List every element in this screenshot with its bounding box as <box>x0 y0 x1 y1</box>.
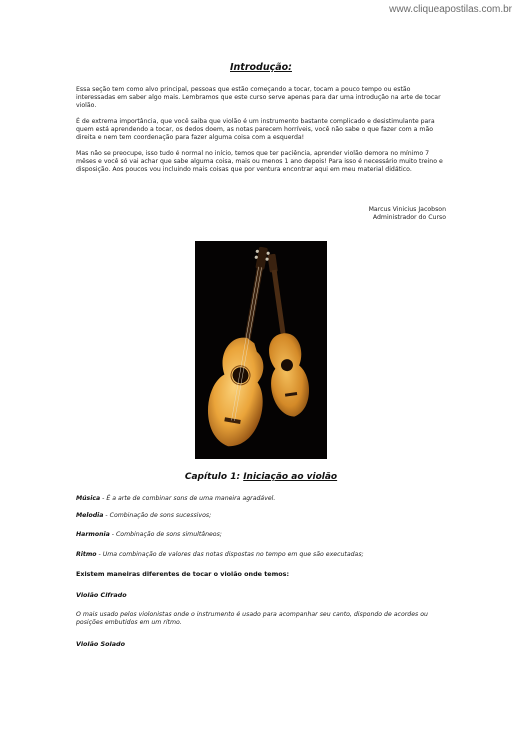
definition-melodia <box>76 512 446 520</box>
site-watermark: www.cliqueapostilas.com.br <box>389 4 512 15</box>
signature-block <box>246 206 446 222</box>
chapter-heading <box>76 472 446 482</box>
signature-role: Administrador do Curso <box>372 214 446 221</box>
definition-text: - Combinação de sons sucessivos; <box>103 512 212 519</box>
definition-harmonia <box>76 531 446 539</box>
intro-paragraph-3: Mas não se preocupe, isso tudo é normal no início, temos que ter paciência, aprender violão demora no mínimo 7 mêses e você só vai achar que sabe alguma coisa, mais ou menos 1 ano depois! Para isso é necessário muito treino e disposição. Aos poucos vou incluindo mais coisas que por ventura encontrar aqui em meu material didático. <box>76 150 443 173</box>
definition-term: Música <box>76 495 101 502</box>
intro-title: Introdução: <box>230 62 292 73</box>
definition-ritmo <box>76 551 446 559</box>
intro-paragraph-2: É de extrema importância, que você saiba que violão é um instrumento bastante complicado e desistimulante para quem está aprendendo a tocar, os dedos doem, as notas parecem horríveis, você não sabe o que fazer com a mão direita e nem tem coordenação para fazer alguma coisa com a esquerda! <box>76 118 435 141</box>
definition-text: - É a arte de combinar sons de uma maneira agradável. <box>100 495 276 502</box>
definition-term: Melodia <box>76 512 104 519</box>
definition-term: Harmonia <box>76 531 110 538</box>
cifrado-text: O mais usado pelos violonistas onde o instrumento é usado para acompanhar seu canto, dispondo de acordes ou posições embutidos em um ritmo. <box>76 611 428 626</box>
definition-musica <box>76 495 446 503</box>
solado-title: Violão Solado <box>76 640 125 648</box>
two-acoustic-guitars-photo <box>195 241 327 459</box>
definition-term: Ritmo <box>76 551 97 558</box>
intro-paragraph-1: Essa seção tem como alvo principal, pessoas que estão começando a tocar, tocam a pouco tempo ou estão interessadas em saber algo mais. Lembramos que este curso serve apenas para dar uma introdução na arte de tocar violão. <box>76 86 441 109</box>
definition-text: - Combinação de sons simultâneos; <box>109 531 222 538</box>
chapter-title: Iniciação ao violão <box>243 472 338 482</box>
chapter-prefix: Capítulo 1: <box>184 472 244 482</box>
definition-text: - Uma combinação de valores das notas dispostas no tempo em que são executadas; <box>96 551 364 558</box>
guitars-photo <box>195 241 327 459</box>
signature-name: Marcus Vinicius Jacobson <box>368 206 446 213</box>
ways-heading: Existem maneiras diferentes de tocar o violão onde temos: <box>76 570 290 578</box>
cifrado-title: Violão Cifrado <box>76 591 127 599</box>
